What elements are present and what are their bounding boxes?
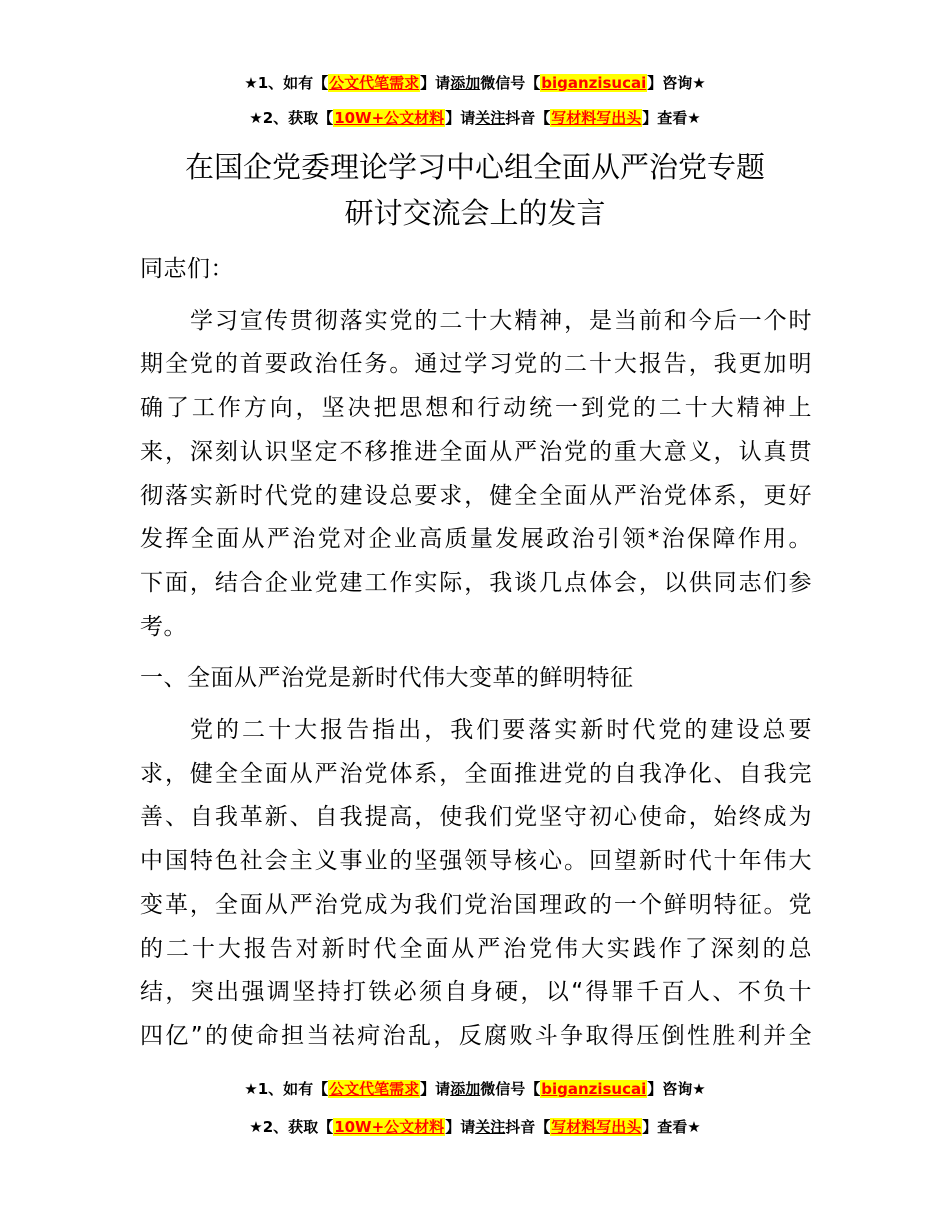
banner-highlight: 写材料写出头	[551, 109, 642, 127]
banner-text: 】查看★	[642, 1118, 701, 1136]
banner-highlight: 公文代笔需求	[329, 74, 420, 92]
paragraph-line: 确了工作方向，坚决把思想和行动统一到党的二十大精神上	[140, 395, 812, 422]
banner-highlight: 10W+公文材料	[334, 109, 445, 127]
paragraph	[140, 300, 812, 650]
banner-text: 】请	[445, 1118, 476, 1136]
salutation: 同志们：	[140, 256, 234, 282]
banner-text: 抖音【	[505, 1118, 551, 1136]
banner-highlight: biganzisucai	[541, 1080, 647, 1098]
banner-text: 】咨询★	[647, 74, 706, 92]
promo-banner-top-1	[0, 72, 950, 93]
banner-text: 】咨询★	[647, 1080, 706, 1098]
banner-emphasis: 关注	[475, 109, 506, 127]
banner-text: 】请	[420, 1080, 451, 1098]
banner-highlight: 10W+公文材料	[334, 1118, 445, 1136]
title-line: 在国企党委理论学习中心组全面从严治党专题	[184, 150, 765, 184]
banner-highlight: biganzisucai	[541, 74, 647, 92]
document-body	[140, 248, 812, 1059]
section-heading: 一、全面从严治党是新时代伟大变革的鲜明特征	[140, 665, 634, 692]
banner-emphasis: 关注	[475, 1118, 506, 1136]
promo-banner-bottom-1	[0, 1078, 950, 1099]
banner-text: ★1、如有【	[244, 74, 329, 92]
banner-emphasis: 添加	[450, 1080, 481, 1098]
paragraph-line: 变革，全面从严治党成为我们党治国理政的一个鲜明特征。党	[140, 891, 812, 918]
banner-text: 微信号【	[480, 1080, 541, 1098]
banner-text: 】请	[445, 109, 476, 127]
paragraph-line: 学习宣传贯彻落实党的二十大精神，是当前和今后一个时	[190, 307, 812, 334]
paragraph-line: 善、自我革新、自我提高，使我们党坚守初心使命，始终成为	[140, 804, 812, 831]
paragraph-line: 求，健全全面从严治党体系，全面推进党的自我净化、自我完	[140, 760, 812, 787]
document-title	[0, 144, 950, 236]
paragraph-line: 下面，结合企业党建工作实际，我谈几点体会，以供同志们参	[140, 569, 812, 596]
paragraph-line: 党的二十大报告指出，我们要落实新时代党的建设总要	[190, 717, 812, 744]
paragraph-line: 考。	[140, 613, 187, 640]
paragraph-line: 来，深刻认识坚定不移推进全面从严治党的重大意义，认真贯	[140, 438, 812, 465]
banner-text: 微信号【	[480, 74, 541, 92]
banner-text: ★2、获取【	[249, 109, 334, 127]
paragraph-line: 期全党的首要政治任务。通过学习党的二十大报告，我更加明	[140, 351, 812, 378]
paragraph-line: 的二十大报告对新时代全面从严治党伟大实践作了深刻的总	[140, 935, 812, 962]
paragraph-line: 彻落实新时代党的建设总要求，健全全面从严治党体系，更好	[140, 482, 812, 509]
paragraph-line: 四亿”的使命担当祛疴治乱，反腐败斗争取得压倒性胜利并全	[140, 1022, 812, 1049]
banner-text: ★2、获取【	[249, 1118, 334, 1136]
banner-highlight: 写材料写出头	[551, 1118, 642, 1136]
paragraph-line: 中国特色社会主义事业的坚强领导核心。回望新时代十年伟大	[140, 848, 812, 875]
banner-text: 抖音【	[505, 109, 551, 127]
banner-text: 】请	[420, 74, 451, 92]
paragraph-line: 发挥全面从严治党对企业高质量发展政治引领*治保障作用。	[140, 526, 812, 553]
promo-banner-bottom-2	[0, 1116, 950, 1137]
promo-banner-top-2	[0, 107, 950, 128]
title-line: 研讨交流会上的发言	[344, 196, 606, 230]
banner-highlight: 公文代笔需求	[329, 1080, 420, 1098]
paragraph	[140, 709, 812, 1059]
banner-text: ★1、如有【	[244, 1080, 329, 1098]
banner-emphasis: 添加	[450, 74, 481, 92]
paragraph-line: 结，突出强调坚持打铁必须自身硬，以“得罪千百人、不负十	[140, 979, 812, 1006]
banner-text: 】查看★	[642, 109, 701, 127]
